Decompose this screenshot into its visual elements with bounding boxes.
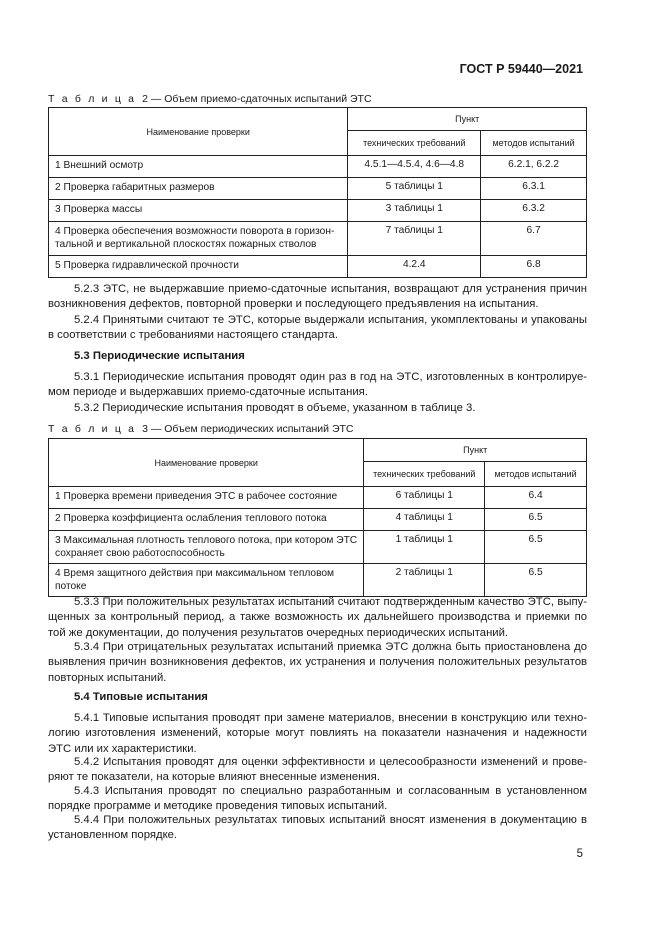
paragraph-text: 5.2.3 ЭТС, не выдержавшие приемо-сдаточные испытания, возвращают для устранения причин возникновения дефектов, повторной проверки и последующего предъявления на испытания.	[48, 283, 587, 311]
paragraph-text: 5.3.2 Периодические испытания проводят в объеме, указанном в таблице 3.	[74, 402, 476, 414]
table3-header-methods: методов испытаний	[485, 462, 587, 487]
table3-caption-label: Т а б л и ц а	[48, 423, 137, 435]
table-row	[49, 200, 587, 222]
table-cell: 6.8	[481, 256, 587, 278]
table-cell: 1 Проверка времени приведения ЭТС в рабочее состояние	[49, 487, 364, 509]
table2-caption-label: Т а б л и ц а	[48, 93, 137, 105]
paragraph-5-4-4	[48, 813, 587, 844]
paragraph-text: 5.4.1 Типовые испытания проводят при замене материалов, внесении в конструкцию или техно-логию изготовления изменений, которые могут повлиять на показатели назначения и надежности ЭТС или их характеристики.	[48, 712, 587, 755]
section-5-4-title: 5.4 Типовые испытания	[74, 691, 208, 703]
paragraph-5-4-1	[48, 711, 587, 757]
table-cell: 3 Проверка массы	[49, 200, 348, 222]
paragraph-5-2-4	[48, 313, 587, 344]
table-cell: 2 Проверка габаритных размеров	[49, 178, 348, 200]
paragraph-text: 5.4.3 Испытания проводят по специально разработанным и согласованным в установленном порядке программе и методике проведения типовых испытаний.	[48, 785, 587, 813]
table-row	[49, 222, 587, 256]
paragraph-5-3-4	[48, 640, 587, 686]
paragraph-text: 5.3.3 При положительных результатах испытаний считают подтвержденным качество ЭТС, выпу-щенных за контрольный период, а также возможность их дальнейшего производства и приемки по той же документации, до получения результатов очередных периодических испытаний.	[48, 596, 587, 639]
paragraph-5-4-2	[48, 755, 587, 786]
standard-header: ГОСТ Р 59440—2021	[459, 62, 583, 76]
table2	[48, 107, 587, 278]
table-cell: 6.5	[485, 509, 587, 531]
table-row	[49, 487, 587, 509]
table-cell: 3 таблицы 1	[348, 200, 481, 222]
table2-header-name: Наименование проверки	[49, 108, 348, 156]
table-cell: 7 таблицы 1	[348, 222, 481, 256]
table2-caption-text: 2 — Объем приемо-сдаточных испытаний ЭТС	[142, 93, 372, 105]
table2-header-punkt: Пункт	[348, 108, 587, 131]
table2-header-tech: технических требований	[348, 131, 481, 156]
table-cell: 6.4	[485, 487, 587, 509]
paragraph-text: 5.3.4 При отрицательных результатах испытаний приемка ЭТС должна быть приостановлена до выявления причин возникновения дефектов, их устранения и получения положительных результатов повторных испытаний.	[48, 641, 587, 684]
paragraph-text: 5.2.4 Принятыми считают те ЭТС, которые выдержали испытания, укомплектованы и упакованы в соответствии с требованиями настоящего стандарта.	[48, 314, 587, 342]
table-cell: 1 таблицы 1	[364, 531, 485, 564]
table-cell: 4.5.1—4.5.4, 4.6—4.8	[348, 156, 481, 178]
paragraph-text: 5.4.4 При положительных результатах типовых испытаний вносят изменения в документацию в установленном порядке.	[48, 814, 587, 842]
section-5-3-title: 5.3 Периодические испытания	[74, 350, 245, 362]
table-cell: 2 таблицы 1	[364, 564, 485, 597]
table3-caption-text: 3 — Объем периодических испытаний ЭТС	[142, 423, 354, 435]
paragraph-5-4-3	[48, 784, 587, 815]
table-cell: 6 таблицы 1	[364, 487, 485, 509]
paragraph-5-3-1	[48, 370, 587, 401]
table-row	[49, 509, 587, 531]
table-cell: 5 таблицы 1	[348, 178, 481, 200]
table-cell: 3 Максимальная плотность теплового потока, при котором ЭТС сохраняет свою работоспособность	[49, 531, 364, 564]
page-number: 5	[576, 848, 583, 860]
table-cell: 5 Проверка гидравлической прочности	[49, 256, 348, 278]
table-cell: 6.7	[481, 222, 587, 256]
table-row	[49, 564, 587, 597]
table3-header-name: Наименование проверки	[49, 439, 364, 487]
table-cell: 4 таблицы 1	[364, 509, 485, 531]
table3-header-tech: технических требований	[364, 462, 485, 487]
table-cell: 6.5	[485, 531, 587, 564]
paragraph-text: 5.4.2 Испытания проводят для оценки эффективности и целесообразности изменений и прове-ряют те показатели, на которые влияют внесенные изменения.	[48, 756, 587, 784]
table-row	[49, 156, 587, 178]
table-row	[49, 178, 587, 200]
table-row	[49, 256, 587, 278]
table-cell: 4 Проверка обеспечения возможности поворота в горизон-тальной и вертикальной плоскостях пожарных стволов	[49, 222, 348, 256]
table2-header-methods: методов испытаний	[481, 131, 587, 156]
table-cell: 1 Внешний осмотр	[49, 156, 348, 178]
table3-header-punkt: Пункт	[364, 439, 587, 462]
table-cell: 6.5	[485, 564, 587, 597]
table3-caption	[48, 423, 354, 435]
table2-caption	[48, 93, 372, 105]
paragraph-5-3-2	[48, 401, 587, 416]
table-row	[49, 531, 587, 564]
table-cell: 6.2.1, 6.2.2	[481, 156, 587, 178]
table3	[48, 438, 587, 597]
table-cell: 6.3.2	[481, 200, 587, 222]
table-cell: 2 Проверка коэффициента ослабления теплового потока	[49, 509, 364, 531]
paragraph-5-2-3	[48, 282, 587, 313]
table-cell: 4.2.4	[348, 256, 481, 278]
paragraph-5-3-3	[48, 595, 587, 641]
table-cell: 4 Время защитного действия при максимальном тепловом потоке	[49, 564, 364, 597]
paragraph-text: 5.3.1 Периодические испытания проводят один раз в год на ЭТС, изготовленных в контролируе-мом периоде и выдержавших приемо-сдаточные испытания.	[48, 371, 587, 399]
table-cell: 6.3.1	[481, 178, 587, 200]
